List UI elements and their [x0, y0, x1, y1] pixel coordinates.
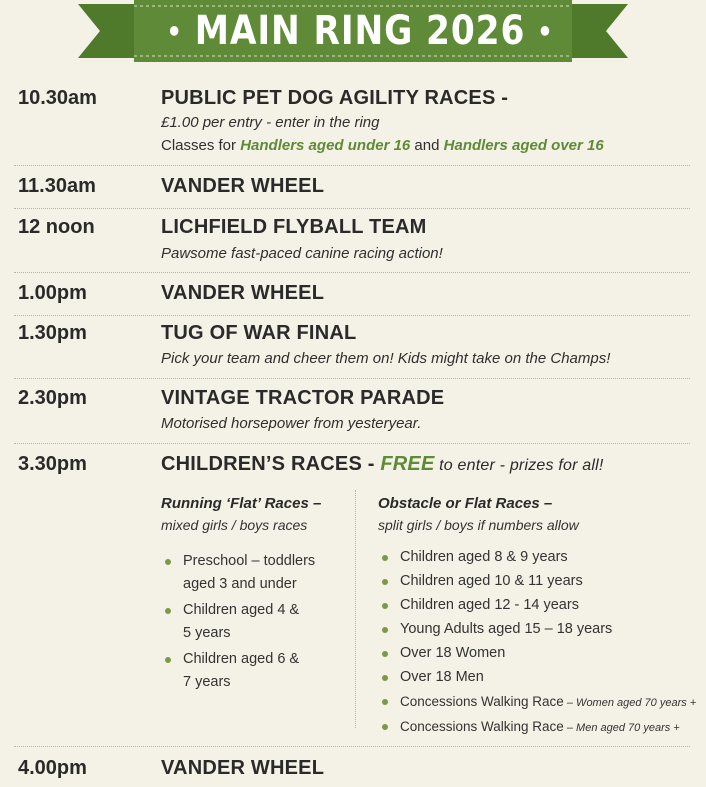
list-item — [378, 546, 696, 570]
item-note: – Women aged 70 years + — [563, 697, 697, 709]
classes-and: and — [410, 137, 444, 154]
bullet-icon — [382, 579, 388, 585]
event-title — [161, 453, 604, 476]
flat-races-subheading: mixed girls / boys races — [161, 517, 308, 533]
class-under-16: Handlers aged under 16 — [240, 137, 411, 154]
item-line: Children aged 6 & — [183, 651, 300, 667]
free-label: FREE — [380, 453, 435, 475]
classes-prefix: Classes for — [161, 137, 241, 154]
childrens-races-title: CHILDREN’S RACES — [161, 453, 362, 475]
bullet-icon — [165, 657, 171, 663]
item-text: Over 18 Men — [400, 669, 484, 685]
item-line: Children aged 4 & — [183, 602, 300, 618]
item-line: 7 years — [183, 674, 231, 690]
bullet-icon — [165, 559, 171, 565]
event-title: TUG OF WAR FINAL — [161, 322, 357, 344]
obstacle-races-subheading: split girls / boys if numbers allow — [378, 517, 579, 533]
title-text: MAIN RING 2026 — [194, 8, 526, 54]
item-line: Preschool – toddlers — [183, 553, 316, 569]
event-title: VANDER WHEEL — [161, 757, 325, 779]
event-title: VANDER WHEEL — [161, 175, 325, 197]
bullet-icon — [382, 699, 388, 705]
divider — [14, 165, 690, 166]
class-over-16: Handlers aged over 16 — [443, 137, 604, 154]
list-item — [161, 599, 315, 645]
event-description: Pawsome fast-paced canine racing action! — [161, 245, 443, 262]
event-time: 1.30pm — [18, 322, 87, 344]
event-time: 11.30am — [18, 175, 96, 197]
list-item — [378, 642, 696, 666]
list-item — [378, 715, 696, 740]
item-line: 5 years — [183, 625, 231, 641]
divider — [14, 315, 690, 316]
item-text: Young Adults aged 15 – 18 years — [400, 621, 613, 637]
event-title: PUBLIC PET DOG AGILITY RACES - — [161, 87, 509, 109]
list-item — [161, 648, 315, 694]
event-time: 3.30pm — [18, 453, 87, 475]
item-text: Children aged 10 & 11 years — [400, 573, 583, 589]
event-title: VANDER WHEEL — [161, 282, 325, 304]
item-line: aged 3 and under — [183, 576, 297, 592]
list-item — [161, 550, 315, 596]
column-separator — [355, 490, 356, 728]
event-description: Motorised horsepower from yesteryear. — [161, 415, 422, 432]
item-text: Children aged 8 & 9 years — [400, 549, 568, 565]
event-description: Pick your team and cheer them on! Kids might take on the Champs! — [161, 350, 611, 367]
event-title: LICHFIELD FLYBALL TEAM — [161, 216, 427, 238]
bullet-icon — [165, 608, 171, 614]
event-time: 1.00pm — [18, 282, 87, 304]
item-text: Concessions Walking Race — [400, 719, 564, 734]
bullet-icon — [382, 675, 388, 681]
list-item — [378, 690, 696, 715]
obstacle-races-list — [378, 546, 696, 740]
item-text: Children aged 12 - 14 years — [400, 597, 579, 613]
bullet-icon — [382, 651, 388, 657]
event-classes — [161, 137, 604, 154]
flat-races-list — [161, 550, 315, 694]
title-dot-right: • — [537, 14, 554, 48]
flat-races-heading: Running ‘Flat’ Races – — [161, 495, 322, 512]
bullet-icon — [382, 627, 388, 633]
event-description: £1.00 per entry - enter in the ring — [161, 114, 380, 131]
event-time: 12 noon — [18, 216, 95, 238]
list-item — [378, 666, 696, 690]
divider — [14, 272, 690, 273]
divider — [14, 208, 690, 209]
bullet-icon — [382, 555, 388, 561]
list-item — [378, 570, 696, 594]
item-text: Concessions Walking Race — [400, 694, 564, 709]
list-item — [378, 618, 696, 642]
bullet-icon — [382, 724, 388, 730]
event-time: 2.30pm — [18, 387, 87, 409]
title-dash: - — [362, 453, 381, 475]
item-text: Over 18 Women — [400, 645, 506, 661]
event-title: VINTAGE TRACTOR PARADE — [161, 387, 445, 409]
free-note: to enter - prizes for all! — [434, 457, 604, 474]
bullet-icon — [382, 603, 388, 609]
event-time: 4.00pm — [18, 757, 87, 779]
list-item — [378, 594, 696, 618]
divider — [14, 746, 690, 747]
title-dot-left: • — [166, 14, 183, 48]
item-note: – Men aged 70 years + — [563, 722, 680, 734]
divider — [14, 443, 690, 444]
page-title — [166, 2, 555, 60]
event-time: 10.30am — [18, 87, 97, 109]
header-banner — [0, 0, 706, 68]
divider — [14, 378, 690, 379]
obstacle-races-heading: Obstacle or Flat Races – — [378, 495, 553, 512]
